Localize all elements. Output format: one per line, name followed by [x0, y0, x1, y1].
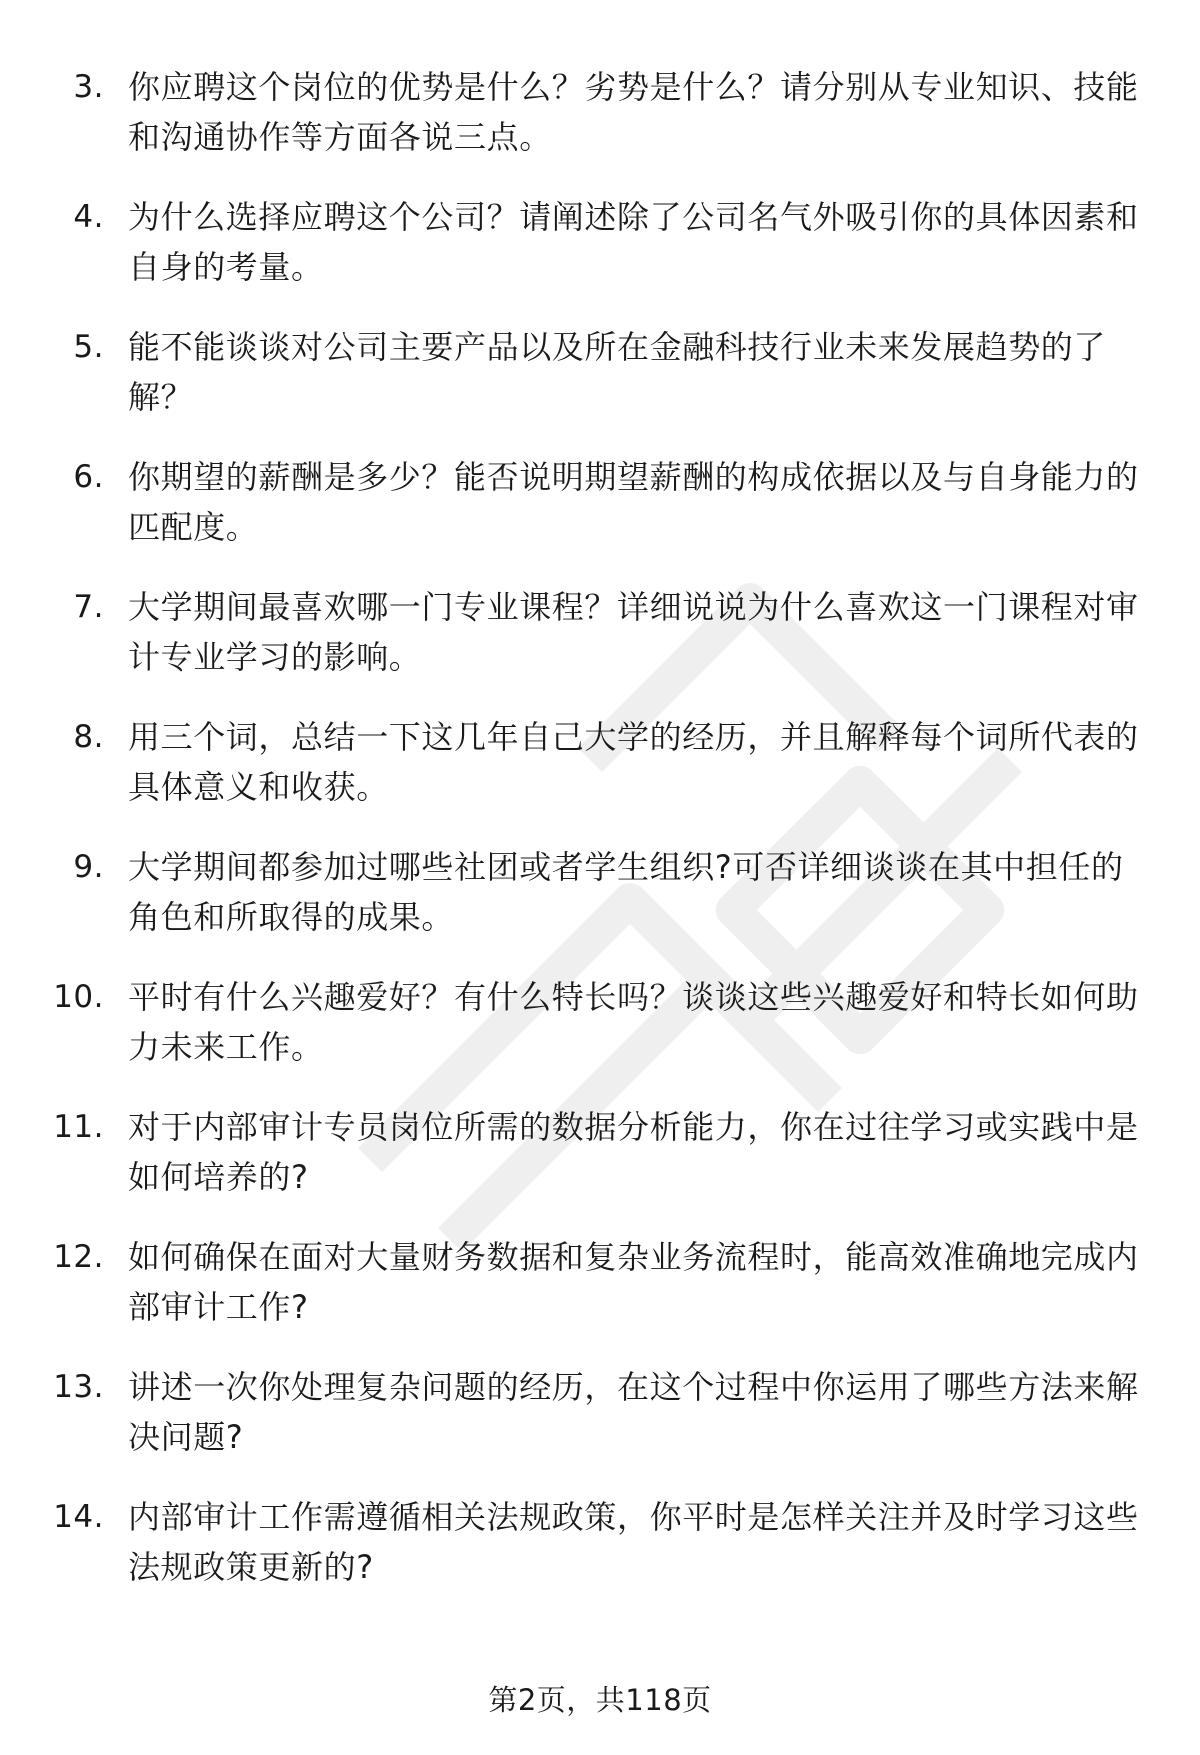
question-list [0, 56, 1200, 1616]
question-number: 7. [73, 589, 104, 625]
question-item [0, 316, 1200, 446]
question-number: 3. [73, 69, 104, 105]
question-text: 讲述一次你处理复杂问题的经历，在这个过程中你运用了哪些方法来解决问题? [128, 1368, 1139, 1456]
question-number: 6. [73, 459, 104, 495]
question-text: 你应聘这个岗位的优势是什么？劣势是什么？请分别从专业知识、技能和沟通协作等方面各说三点。 [128, 68, 1139, 156]
question-number: 14. [53, 1499, 104, 1535]
question-text: 大学期间都参加过哪些社团或者学生组织?可否详细谈谈在其中担任的角色和所取得的成果。 [128, 848, 1124, 936]
page-indicator: 第2页，共118页 [488, 1683, 712, 1717]
question-item [0, 966, 1200, 1096]
question-number: 8. [73, 719, 104, 755]
question-number: 12. [53, 1239, 104, 1275]
question-text: 平时有什么兴趣爱好？有什么特长吗？谈谈这些兴趣爱好和特长如何助力未来工作。 [128, 978, 1139, 1066]
question-item [0, 576, 1200, 706]
question-text: 用三个词，总结一下这几年自己大学的经历，并且解释每个词所代表的具体意义和收获。 [128, 718, 1139, 806]
question-item [0, 1356, 1200, 1486]
question-item [0, 186, 1200, 316]
question-item [0, 1226, 1200, 1356]
question-number: 13. [53, 1369, 104, 1405]
question-text: 如何确保在面对大量财务数据和复杂业务流程时，能高效准确地完成内部审计工作? [128, 1238, 1139, 1326]
question-text: 内部审计工作需遵循相关法规政策，你平时是怎样关注并及时学习这些法规政策更新的? [128, 1498, 1139, 1586]
question-number: 5. [73, 329, 104, 365]
question-item [0, 1486, 1200, 1616]
question-text: 能不能谈谈对公司主要产品以及所在金融科技行业未来发展趋势的了解？ [128, 328, 1107, 416]
question-number: 9. [73, 849, 104, 885]
question-number: 11. [53, 1109, 104, 1145]
question-text: 为什么选择应聘这个公司？请阐述除了公司名气外吸引你的具体因素和自身的考量。 [128, 198, 1139, 286]
question-item [0, 836, 1200, 966]
question-item [0, 706, 1200, 836]
question-number: 10. [53, 979, 104, 1015]
question-item [0, 1096, 1200, 1226]
question-text: 对于内部审计专员岗位所需的数据分析能力，你在过往学习或实践中是如何培养的? [128, 1108, 1139, 1196]
question-number: 4. [73, 199, 104, 235]
question-text: 你期望的薪酬是多少？能否说明期望薪酬的构成依据以及与自身能力的匹配度。 [128, 458, 1139, 546]
question-text: 大学期间最喜欢哪一门专业课程？详细说说为什么喜欢这一门课程对审计专业学习的影响。 [128, 588, 1139, 676]
question-item [0, 56, 1200, 186]
question-item [0, 446, 1200, 576]
